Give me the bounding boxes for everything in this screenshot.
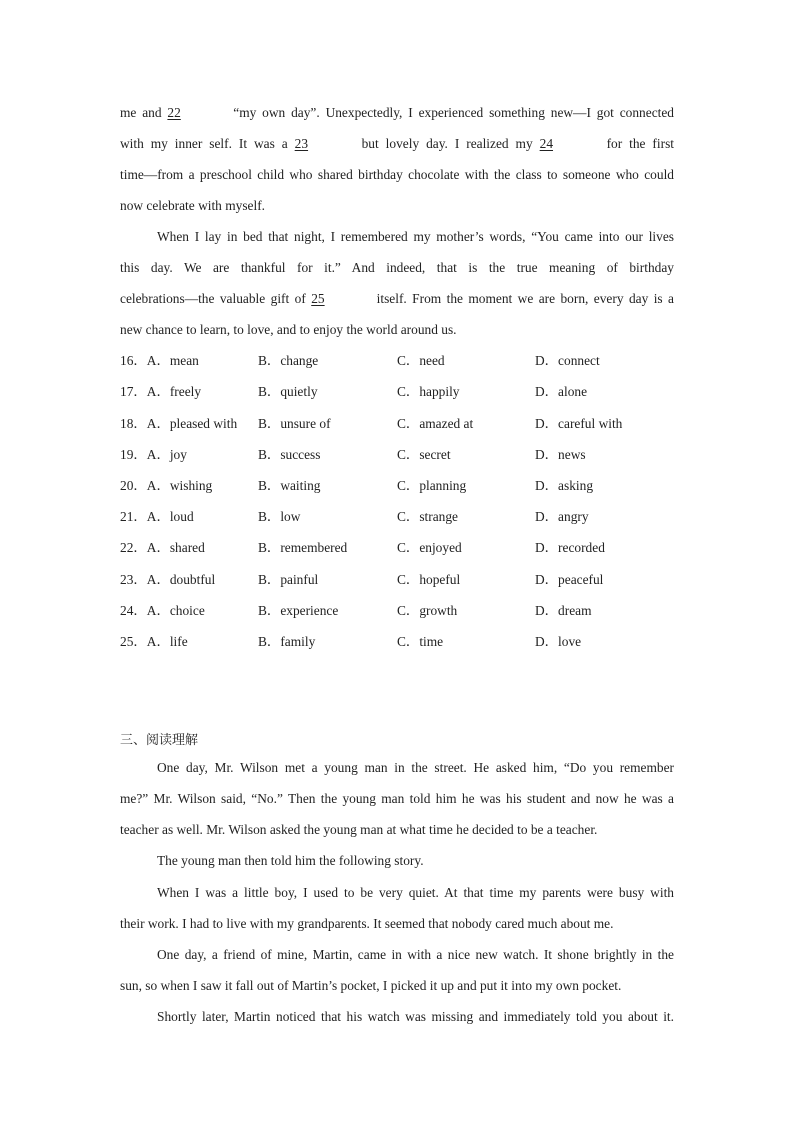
option-a: 21．A．loud <box>120 509 194 524</box>
option-a: 18．A．pleased with <box>120 416 238 431</box>
option-c: C．enjoyed <box>397 540 462 555</box>
option-b: B．low <box>258 509 301 524</box>
option-a: 17．A．freely <box>120 384 202 399</box>
option-d: D．recorded <box>535 540 605 555</box>
option-a: 16．A．mean <box>120 353 199 368</box>
option-d: D．love <box>535 634 582 649</box>
option-a: 22．A．shared <box>120 540 205 555</box>
option-c: C．hopeful <box>397 572 461 587</box>
cloze-line-4: now celebrate with myself. <box>120 198 266 213</box>
option-c: C．amazed at <box>397 416 474 431</box>
option-c: C．planning <box>397 478 467 493</box>
option-d: D．careful with <box>535 416 623 431</box>
reading-line-6: their work. I had to live with my grandparents. It seemed that nobody cared much about me. <box>120 916 614 931</box>
option-c: C．growth <box>397 603 458 618</box>
option-a: 19．A．joy <box>120 447 187 462</box>
blank-22: 22 <box>167 105 181 120</box>
option-a: 20．A．wishing <box>120 478 213 493</box>
reading-line-7: One day, a friend of mine, Martin, came in with a nice new watch. It shone brightly in the <box>157 947 674 962</box>
option-d: D．asking <box>535 478 594 493</box>
blank-25: 25 <box>311 291 325 306</box>
reading-line-9: Shortly later, Martin noticed that his watch was missing and immediately told you about it. <box>157 1009 674 1024</box>
option-b: B．painful <box>258 572 319 587</box>
option-c: C．strange <box>397 509 458 524</box>
reading-line-2: me?” Mr. Wilson said, “No.” Then the young man told him he was his student and now he was a <box>120 791 674 806</box>
cloze-line-7: celebrations—the valuable gift of 25 itself. From the moment we are born, every day is a <box>120 291 674 306</box>
option-c: C．happily <box>397 384 460 399</box>
option-d: D．news <box>535 447 586 462</box>
cloze-line-1: me and 22 “my own day”. Unexpectedly, I experienced something new—I got connected <box>120 105 675 120</box>
option-b: B．quietly <box>258 384 318 399</box>
cloze-line-5: When I lay in bed that night, I remembered my mother’s words, “You came into our lives <box>157 229 674 244</box>
option-b: B．waiting <box>258 478 321 493</box>
option-b: B．remembered <box>258 540 348 555</box>
option-a: 23．A．doubtful <box>120 572 216 587</box>
cloze-line-6: this day. We are thankful for it.” And indeed, that is the true meaning of birthday <box>120 260 674 275</box>
option-b: B．success <box>258 447 321 462</box>
cloze-line-8: new chance to learn, to love, and to enjoy the world around us. <box>120 322 457 337</box>
option-d: D．dream <box>535 603 592 618</box>
option-b: B．family <box>258 634 316 649</box>
reading-line-5: When I was a little boy, I used to be very quiet. At that time my parents were busy with <box>157 885 674 900</box>
option-a: 24．A．choice <box>120 603 205 618</box>
cloze-line-2: with my inner self. It was a 23 but lovely day. I realized my 24 for the first <box>120 136 675 151</box>
blank-24: 24 <box>539 136 554 151</box>
reading-line-8: sun, so when I saw it fall out of Martin’s pocket, I picked it up and put it into my own pocket. <box>120 978 622 993</box>
option-c: C．secret <box>397 447 451 462</box>
blank-23: 23 <box>294 136 309 151</box>
reading-line-3: teacher as well. Mr. Wilson asked the young man at what time he decided to be a teacher. <box>120 822 598 837</box>
option-d: D．angry <box>535 509 589 524</box>
option-c: C．time <box>397 634 444 649</box>
cloze-line-3: time—from a preschool child who shared birthday chocolate with the class to someone who could <box>120 167 674 182</box>
option-b: B．unsure of <box>258 416 331 431</box>
option-a: 25．A．life <box>120 634 188 649</box>
option-c: C．need <box>397 353 445 368</box>
section-heading: 三、阅读理解 <box>120 733 199 748</box>
option-d: D．connect <box>535 353 600 368</box>
option-b: B．experience <box>258 603 339 618</box>
option-d: D．alone <box>535 384 588 399</box>
option-d: D．peaceful <box>535 572 604 587</box>
reading-line-1: One day, Mr. Wilson met a young man in the street. He asked him, “Do you remember <box>157 760 674 775</box>
option-b: B．change <box>258 353 319 368</box>
reading-line-4: The young man then told him the following story. <box>157 853 424 868</box>
